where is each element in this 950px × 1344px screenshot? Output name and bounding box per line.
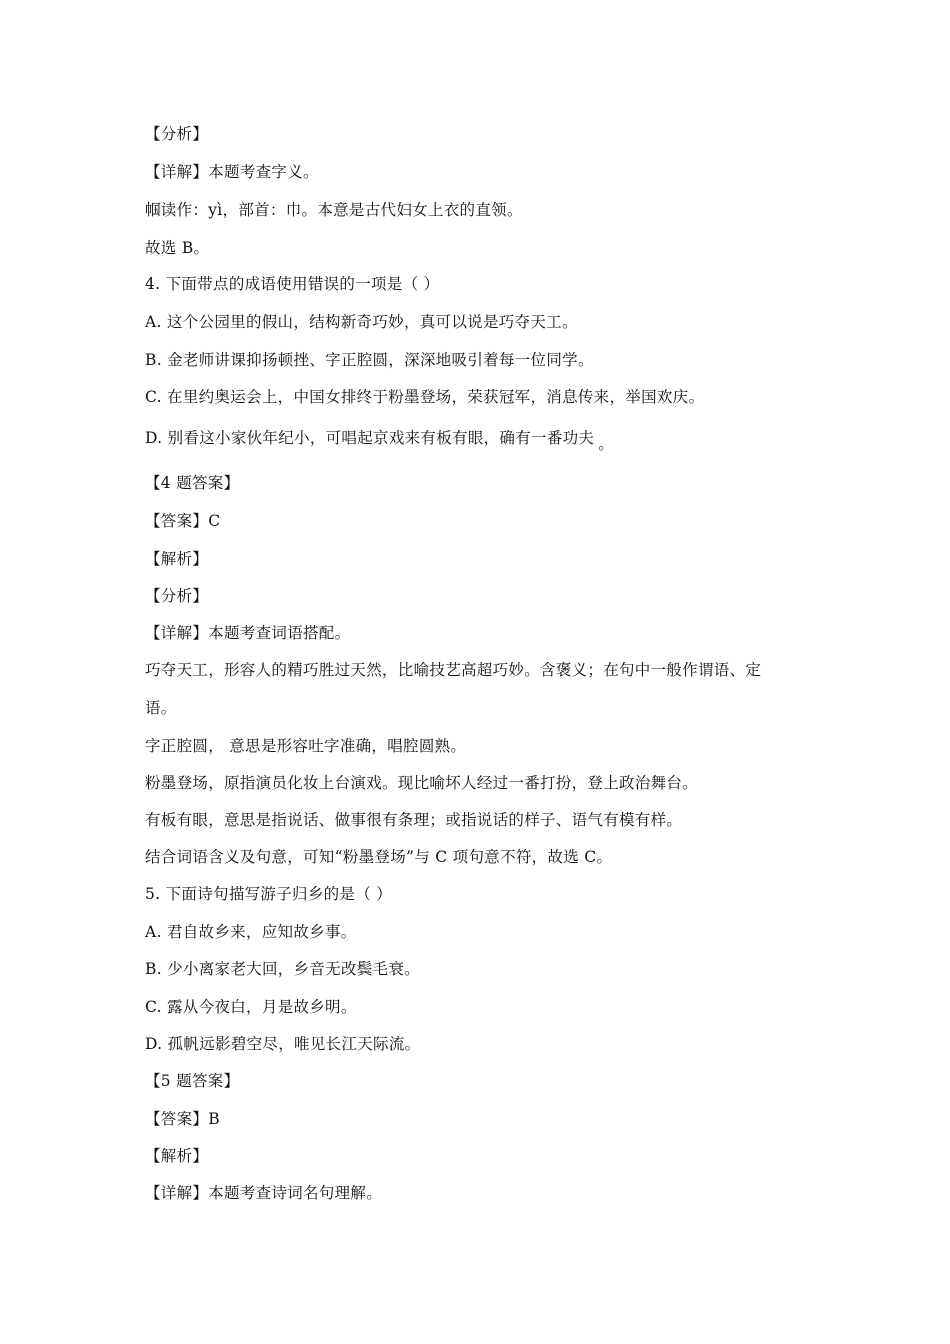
- question-4-option-b: B. 金老师讲课抑扬顿挫、字正腔圆，深深地吸引着每一位同学。: [145, 351, 594, 369]
- answer-5-detail: 【详解】本题考查诗词名句理解。: [145, 1184, 383, 1202]
- question-4-option-d: D. 别看这小家伙年纪小，可唱起京戏来有板有眼，确有一番功夫: [145, 429, 595, 447]
- answer-4-value: 【答案】C: [145, 512, 221, 530]
- question-5-stem: 5. 下面诗句描写游子归乡的是（ ）: [145, 885, 393, 903]
- explanation-text: 帼读作：yì，部首：巾。本意是古代妇女上衣的直领。: [145, 201, 523, 219]
- question-5-option-b: B. 少小离家老大回，乡音无改鬓毛衰。: [145, 960, 420, 978]
- answer-4-heading: 【4 题答案】: [145, 474, 240, 492]
- answer-4-detail: 【详解】本题考查词语搭配。: [145, 624, 351, 642]
- question-4-stem: 4. 下面带点的成语使用错误的一项是（ ）: [145, 275, 440, 293]
- question-5-option-d: D. 孤帆远影碧空尽，唯见长江天际流。: [145, 1035, 421, 1053]
- answer-5-analysis-heading: 【解析】: [145, 1147, 209, 1165]
- idiom-3-explanation: 粉墨登场，原指演员化妆上台演戏。现比喻坏人经过一番打扮，登上政治舞台。: [145, 774, 699, 792]
- idiom-1-explanation: 巧夺天工，形容人的精巧胜过天然，比喻技艺高超巧妙。含褒义；在句中一般作谓语、定: [145, 661, 762, 679]
- answer-choice-text: 故选 B。: [145, 239, 210, 257]
- question-5-option-c: C. 露从今夜白，月是故乡明。: [145, 998, 357, 1016]
- answer-5-value: 【答案】B: [145, 1110, 220, 1128]
- answer-4-conclusion: 结合词语含义及句意，可知“粉墨登场”与 C 项句意不符，故选 C。: [145, 848, 613, 866]
- idiom-4-explanation: 有板有眼，意思是指说话、做事很有条理；或指说话的样子、语气有模有样。: [145, 811, 683, 829]
- trailing-period-mark: 。: [598, 435, 615, 453]
- idiom-1-explanation-cont: 语。: [145, 699, 177, 717]
- idiom-2-explanation: 字正腔圆， 意思是形容吐字准确，唱腔圆熟。: [145, 737, 467, 755]
- question-5-option-a: A. 君自故乡来，应知故乡事。: [145, 923, 357, 941]
- question-4-option-a: A. 这个公园里的假山，结构新奇巧妙，真可以说是巧夺天工。: [145, 313, 578, 331]
- answer-4-fenxi-heading: 【分析】: [145, 587, 209, 605]
- detail-explanation-line: 【详解】本题考查字义。: [145, 163, 319, 181]
- answer-5-heading: 【5 题答案】: [145, 1072, 240, 1090]
- question-4-option-c: C. 在里约奥运会上，中国女排终于粉墨登场，荣获冠军，消息传来，举国欢庆。: [145, 388, 705, 406]
- answer-4-analysis-heading: 【解析】: [145, 550, 209, 568]
- section-analysis-heading: 【分析】: [145, 125, 209, 143]
- question-4-option-d-row: [145, 428, 810, 453]
